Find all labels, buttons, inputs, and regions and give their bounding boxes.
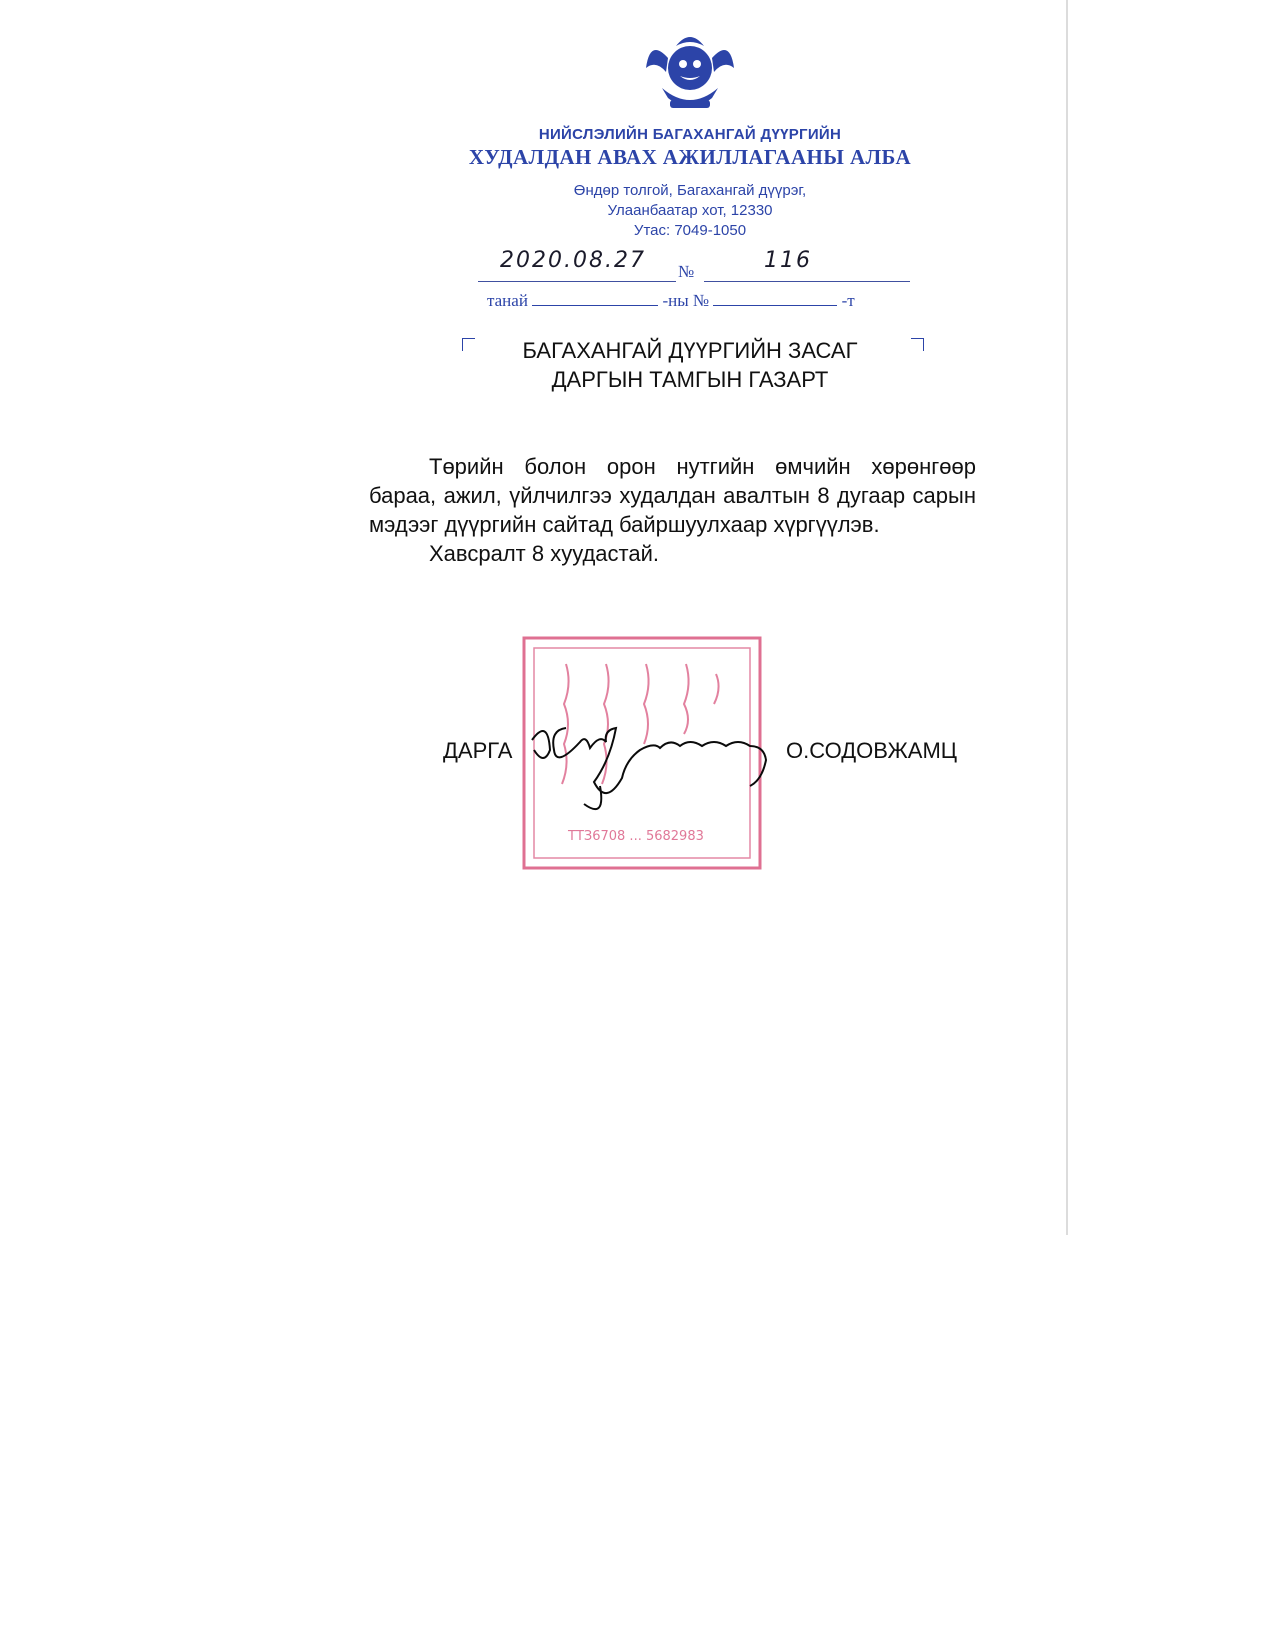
- handwritten-signature: [530, 720, 830, 820]
- addressee-block: [460, 336, 920, 394]
- tanai-label: танай: [487, 291, 528, 310]
- addressee-line1: БАГАХАНГАЙ ДҮҮРГИЙН ЗАСАГ: [522, 338, 858, 363]
- number-underline: [704, 281, 910, 282]
- address-line2: Улаанбаатар хот, 12330: [607, 202, 773, 219]
- handwritten-number: 116: [764, 248, 812, 273]
- number-label: №: [678, 262, 695, 281]
- body-paragraph: Төрийн болон орон нутгийн өмчийн хөрөнгөөр бараа, ажил, үйлчилгээ худалдан авалтын 8 дугаар сарын мэдээг дүүргийн сайтад байршуулхаар хүргүүлэв.: [369, 454, 976, 537]
- tanai-blank: [532, 291, 658, 306]
- number-blank: [713, 291, 837, 306]
- address-line1: Өндөр толгой, Багахангай дүүрэг,: [573, 182, 807, 199]
- page-edge-line: [1066, 0, 1068, 1235]
- letter-body: [369, 452, 976, 568]
- reply-reference-row: [487, 291, 907, 311]
- ny-no-label: -ны №: [662, 291, 710, 310]
- letterhead: [420, 28, 960, 241]
- signatory-title: ДАРГА: [443, 738, 513, 763]
- state-emblem-icon: [640, 28, 740, 114]
- phone: Утас: 7049-1050: [633, 222, 747, 239]
- t-label: -т: [841, 291, 855, 310]
- signatory-name: О.СОДОВЖАМЦ: [786, 738, 958, 763]
- addressee-line2: ДАРГЫН ТАМГЫН ГАЗАРТ: [551, 367, 829, 392]
- org-name-line2: ХУДАЛДАН АВАХ АЖИЛЛАГААНЫ АЛБА: [468, 145, 912, 169]
- date-underline: [478, 281, 676, 282]
- reference-row: [478, 248, 910, 284]
- org-name-line1: НИЙСЛЭЛИЙН БАГАХАНГАЙ ДҮҮРГИЙН: [538, 126, 842, 143]
- handwritten-date: 2020.08.27: [500, 248, 646, 273]
- stamp-number: ТТЗ6708 ... 5682983: [568, 829, 704, 844]
- attachment-note: Хавсралт 8 хуудастай.: [429, 541, 660, 566]
- org-address: [420, 181, 960, 241]
